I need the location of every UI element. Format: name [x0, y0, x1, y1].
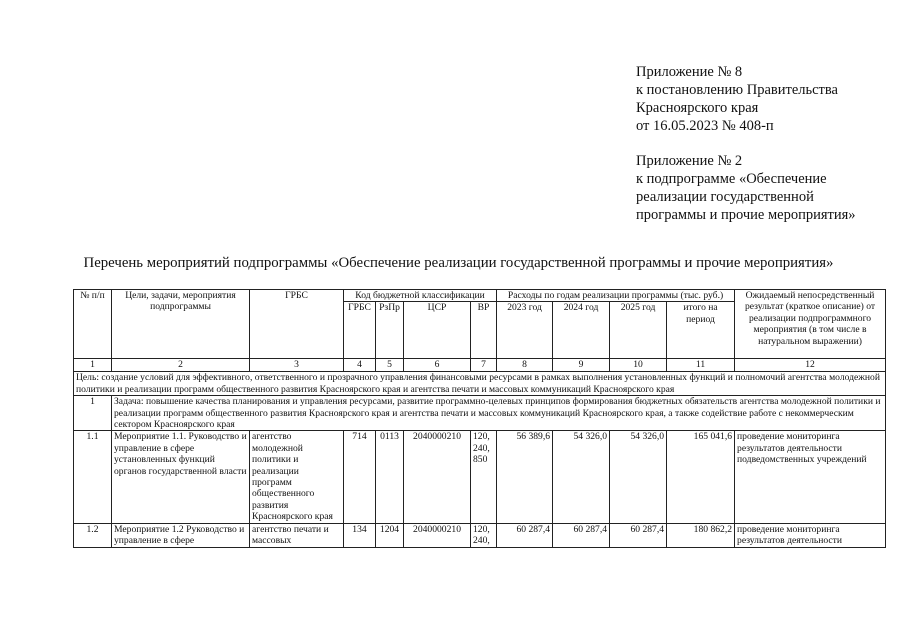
appendix-8-line-3: Красноярского края [636, 100, 759, 116]
goal-text: Цель: создание условий для эффективного, ответственного и прозрачного управления финансовыми ресурсами в рамках выполнения установленных функций и полномочий агентства молодежной политики и реализации программ общественного развития Красноярского края и агентства печати и массовых коммуникаций Красноярского края [74, 372, 886, 396]
header-row-1 [74, 290, 886, 302]
measures-table [73, 289, 886, 548]
column-number: 5 [376, 359, 404, 372]
measure-name: Мероприятие 1.2 Руководство и управление в сфере [112, 523, 250, 547]
task-row [74, 396, 886, 431]
measure-result: проведение мониторинга результатов деятельности подведомственных учреждений [735, 431, 886, 523]
header-year-2025: 2025 год [610, 302, 667, 359]
appendix-2-line-4: программы и прочие мероприятия» [636, 207, 856, 223]
code-grbs: 134 [344, 523, 376, 547]
appendix-2-line-2: к подпрограмме «Обеспечение [636, 171, 827, 187]
header-expenses: Расходы по годам реализации программы (тыс. руб.) [497, 290, 735, 302]
measure-grbs: агентство молодежной политики и реализации программ общественного развития Красноярского края [250, 431, 344, 523]
column-number: 1 [74, 359, 112, 372]
header-total: итого на период [667, 302, 735, 359]
code-rzpr: 0113 [376, 431, 404, 523]
column-number: 12 [735, 359, 886, 372]
measure-grbs: агентство печати и массовых [250, 523, 344, 547]
header-code-csr: ЦСР [404, 302, 471, 359]
task-number: 1 [74, 396, 112, 431]
column-number: 8 [497, 359, 553, 372]
amount-total: 165 041,6 [667, 431, 735, 523]
appendix-2-line-3: реализации государственной [636, 189, 814, 205]
column-number: 6 [404, 359, 471, 372]
measure-name: Мероприятие 1.1. Руководство и управление в сфере установленных функций органов государственной власти [112, 431, 250, 523]
amount-2023: 60 287,4 [497, 523, 553, 547]
table-row [74, 523, 886, 547]
header-num: № п/п [74, 290, 112, 359]
row-number: 1.1 [74, 431, 112, 523]
column-number: 4 [344, 359, 376, 372]
column-number: 11 [667, 359, 735, 372]
column-number: 2 [112, 359, 250, 372]
appendix-8-header [636, 63, 906, 135]
amount-2024: 60 287,4 [553, 523, 610, 547]
appendix-8-line-2: к постановлению Правительства [636, 82, 838, 98]
header-code-grbs: ГРБС [344, 302, 376, 359]
header-code-rzpr: РзПр [376, 302, 404, 359]
column-number: 9 [553, 359, 610, 372]
column-number: 10 [610, 359, 667, 372]
column-numbers-row [74, 359, 886, 372]
code-vr: 120, 240, [471, 523, 497, 547]
code-grbs: 714 [344, 431, 376, 523]
header-grbs: ГРБС [250, 290, 344, 359]
appendix-2-header [636, 152, 906, 224]
code-rzpr: 1204 [376, 523, 404, 547]
appendix-2-line-1: Приложение № 2 [636, 153, 743, 169]
table-row [74, 431, 886, 523]
row-number: 1.2 [74, 523, 112, 547]
amount-total: 180 862,2 [667, 523, 735, 547]
header-year-2024: 2024 год [553, 302, 610, 359]
header-result: Ожидаемый непосредственный результат (краткое описание) от реализации подпрограммного мероприятия (в том числе в натуральном выражении) [735, 290, 886, 359]
goal-row [74, 372, 886, 396]
header-code-vr: ВР [471, 302, 497, 359]
task-text: Задача: повышение качества планирования и управления ресурсами, развитие программно-целевых принципов формирования бюджетных обязательств агентства молодежной политики и реализации программ общественного развития Красноярского края и агентства печати и массовых коммуникаций Красноярского края, а также содействие работе с некоммерческим сектором Красноярского края [112, 396, 886, 431]
header-budget-code: Код бюджетной классификации [344, 290, 497, 302]
header-goals: Цели, задачи, мероприятия подпрограммы [112, 290, 250, 359]
code-vr: 120, 240, 850 [471, 431, 497, 523]
header-year-2023: 2023 год [497, 302, 553, 359]
amount-2023: 56 389,6 [497, 431, 553, 523]
column-number: 3 [250, 359, 344, 372]
amount-2024: 54 326,0 [553, 431, 610, 523]
code-csr: 2040000210 [404, 523, 471, 547]
amount-2025: 60 287,4 [610, 523, 667, 547]
measure-result: проведение мониторинга результатов деятельности [735, 523, 886, 547]
document-title: Перечень мероприятий подпрограммы «Обеспечение реализации государственной программы и прочие мероприятия» [83, 255, 834, 271]
appendix-8-line-1: Приложение № 8 [636, 64, 743, 80]
appendix-8-line-4: от 16.05.2023 № 408-п [636, 118, 774, 134]
column-number: 7 [471, 359, 497, 372]
code-csr: 2040000210 [404, 431, 471, 523]
amount-2025: 54 326,0 [610, 431, 667, 523]
